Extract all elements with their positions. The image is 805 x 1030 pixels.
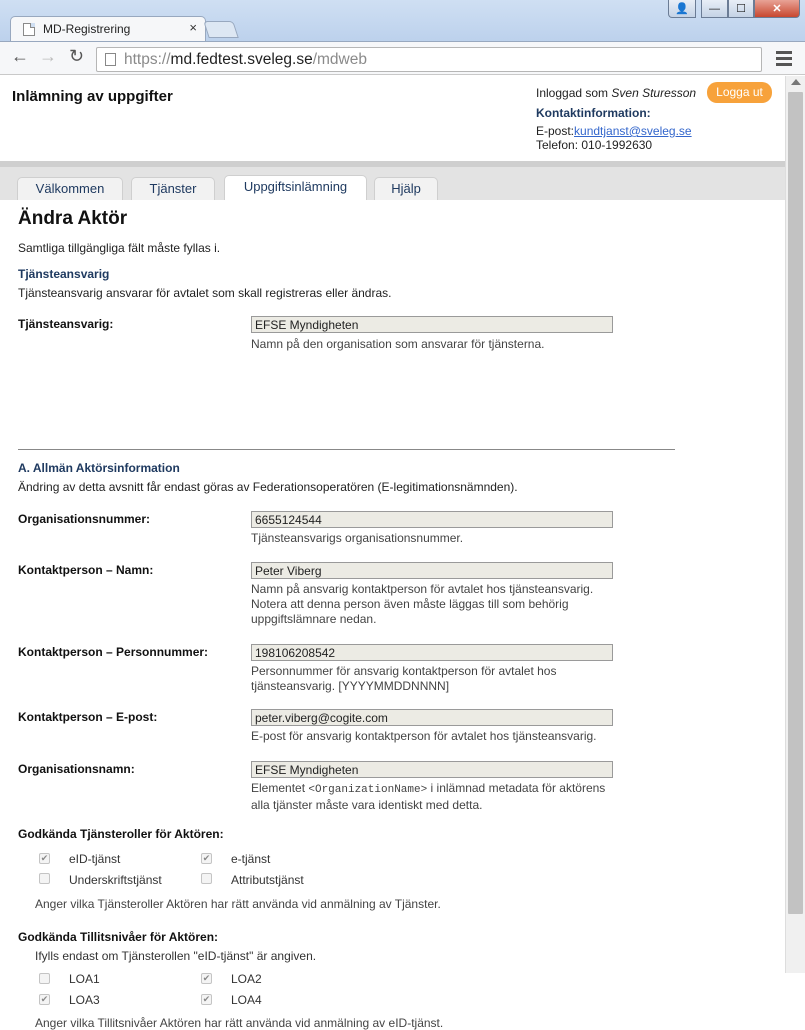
email-link[interactable]: kundtjanst@sveleg.se: [574, 124, 692, 138]
scroll-up-arrow-icon[interactable]: [791, 79, 801, 85]
checkbox-loa3[interactable]: ✔: [40, 994, 49, 1004]
tab-uppgiftsinlamning[interactable]: Uppgiftsinlämning: [224, 175, 367, 200]
maximize-button[interactable]: ☐: [728, 0, 754, 18]
browser-toolbar: [0, 41, 805, 75]
checkbox-loa2[interactable]: ✔: [202, 973, 211, 983]
email-prefix: E-post:: [536, 124, 575, 138]
field-label-kontaktperson-epost: Kontaktperson – E-post:: [18, 710, 158, 724]
help-code: <OrganizationName>: [308, 784, 428, 796]
checkbox-label-eid-tjanst: eID-tjänst: [69, 852, 121, 866]
document-icon: [105, 53, 116, 66]
checkbox-e-tjanst[interactable]: ✔: [202, 853, 211, 863]
section-desc-allman: Ändring av detta avsnitt får endast göras av Federationsoperatören (E-legitimationsnämnden).: [18, 480, 518, 494]
section-desc-tjansteansvarig: Tjänsteansvarig ansvarar för avtalet som skall registreras eller ändras.: [18, 286, 392, 300]
user-icon[interactable]: 👤: [668, 0, 696, 18]
back-arrow-icon[interactable]: ←: [11, 46, 29, 66]
kontaktperson-namn-input[interactable]: [251, 562, 613, 579]
checkbox-label-loa4: LOA4: [231, 993, 262, 1007]
checkbox-label-loa2: LOA2: [231, 972, 262, 986]
close-tab-icon[interactable]: ×: [189, 20, 197, 35]
help-text-post: i inlämnad metadata för aktörens alla tjänster måste vara identiskt med detta.: [251, 781, 606, 812]
field-help-organisationsnamn: [251, 781, 611, 813]
scrollbar-thumb[interactable]: [788, 92, 803, 914]
close-window-button[interactable]: ✕: [754, 0, 800, 18]
tab-hjalp[interactable]: Hjälp: [374, 177, 438, 200]
section-heading-tjansteansvarig: Tjänsteansvarig: [18, 267, 110, 281]
loa-heading: Godkända Tillitsnivåer för Aktören:: [18, 930, 219, 944]
checkbox-loa4[interactable]: ✔: [202, 994, 211, 1004]
field-help-organisationsnummer: Tjänsteansvarigs organisationsnummer.: [251, 531, 464, 545]
checkbox-label-loa3: LOA3: [69, 993, 100, 1007]
browser-titlebar: [0, 0, 805, 42]
field-label-tjansteansvarig: Tjänsteansvarig:: [18, 317, 114, 331]
tab-valkommen[interactable]: Välkommen: [17, 177, 123, 200]
field-help-tjansteansvarig: Namn på den organisation som ansvarar för tjänsterna.: [251, 337, 545, 351]
logout-button[interactable]: Logga ut: [707, 82, 772, 103]
page-viewport: [0, 76, 785, 1030]
site-tabbar: [0, 167, 785, 200]
roles-heading: Godkända Tjänsteroller för Aktören:: [18, 827, 224, 841]
kontaktperson-personnummer-input[interactable]: [251, 644, 613, 661]
checkbox-attributstjanst[interactable]: [201, 873, 212, 884]
logged-in-prefix: Inloggad som: [536, 86, 612, 100]
browser-tab[interactable]: [10, 16, 206, 42]
organisationsnummer-input[interactable]: [251, 511, 613, 528]
roles-help: Anger vilka Tjänsteroller Aktören har rätt använda vid anmälning av Tjänster.: [35, 897, 441, 911]
field-label-organisationsnamn: Organisationsnamn:: [18, 762, 135, 776]
checkbox-label-loa1: LOA1: [69, 972, 100, 986]
site-header: [0, 76, 785, 162]
new-tab-button[interactable]: [203, 21, 239, 38]
contact-phone: Telefon: 010-1992630: [536, 138, 653, 152]
help-text-pre: Elementet: [251, 781, 309, 795]
field-help-kontaktperson-personnummer: Personnummer för ansvarig kontaktperson för avtalet hos tjänsteansvarig. [YYYYMMDDNNNN]: [251, 664, 557, 693]
field-help-kontaktperson-epost: E-post för ansvarig kontaktperson för avtalet hos tjänsteansvarig.: [251, 729, 597, 743]
url-scheme: https://: [124, 51, 171, 68]
hamburger-menu-icon[interactable]: [776, 48, 792, 68]
tab-tjanster[interactable]: Tjänster: [131, 177, 215, 200]
checkbox-label-underskriftstjanst: Underskriftstjänst: [69, 873, 162, 887]
checkbox-eid-tjanst[interactable]: ✔: [40, 853, 49, 863]
address-bar[interactable]: [96, 47, 762, 72]
organisationsnamn-input[interactable]: [251, 761, 613, 778]
field-label-kontaktperson-namn: Kontaktperson – Namn:: [18, 563, 154, 577]
url-host: md.fedtest.sveleg.se: [170, 51, 313, 68]
checkbox-loa1[interactable]: [39, 973, 50, 984]
reload-icon[interactable]: ↻: [69, 46, 85, 66]
forward-arrow-icon[interactable]: →: [39, 46, 57, 66]
checkbox-label-attributstjanst: Attributstjänst: [231, 873, 304, 887]
logged-in-user: Sven Sturesson: [611, 86, 697, 100]
minimize-button[interactable]: —: [701, 0, 728, 18]
checkbox-label-e-tjanst: e-tjänst: [231, 852, 271, 866]
section-divider: [18, 449, 675, 450]
contact-title: Kontaktinformation:: [536, 106, 651, 120]
checkbox-underskriftstjanst[interactable]: [39, 873, 50, 884]
login-info: [536, 86, 696, 100]
kontaktperson-epost-input[interactable]: [251, 709, 613, 726]
field-label-kontaktperson-personnummer: Kontaktperson – Personnummer:: [18, 645, 209, 659]
site-title: Inlämning av uppgifter: [12, 88, 173, 105]
page-title: Ändra Aktör: [18, 208, 128, 229]
intro-text: Samtliga tillgängliga fält måste fyllas i.: [18, 241, 221, 255]
browser-tab-title: MD-Registrering: [43, 22, 131, 36]
loa-help: Anger vilka Tillitsnivåer Aktören har rätt använda vid anmälning av eID-tjänst.: [35, 1016, 444, 1030]
section-heading-allman: A. Allmän Aktörsinformation: [18, 461, 180, 475]
url-path: /mdweb: [312, 51, 367, 68]
tjansteansvarig-input[interactable]: [251, 316, 613, 333]
page-icon: [23, 23, 35, 36]
field-help-kontaktperson-namn: Namn på ansvarig kontaktperson för avtalet hos tjänsteansvarig. Notera att denna person även måste läggas till som behörig uppgiftslämnare nedan.: [251, 582, 594, 626]
field-label-organisationsnummer: Organisationsnummer:: [18, 512, 151, 526]
contact-email: [536, 124, 692, 138]
loa-note: Ifylls endast om Tjänsterollen "eID-tjänst" är angiven.: [35, 949, 317, 963]
vertical-scrollbar[interactable]: [785, 76, 805, 973]
